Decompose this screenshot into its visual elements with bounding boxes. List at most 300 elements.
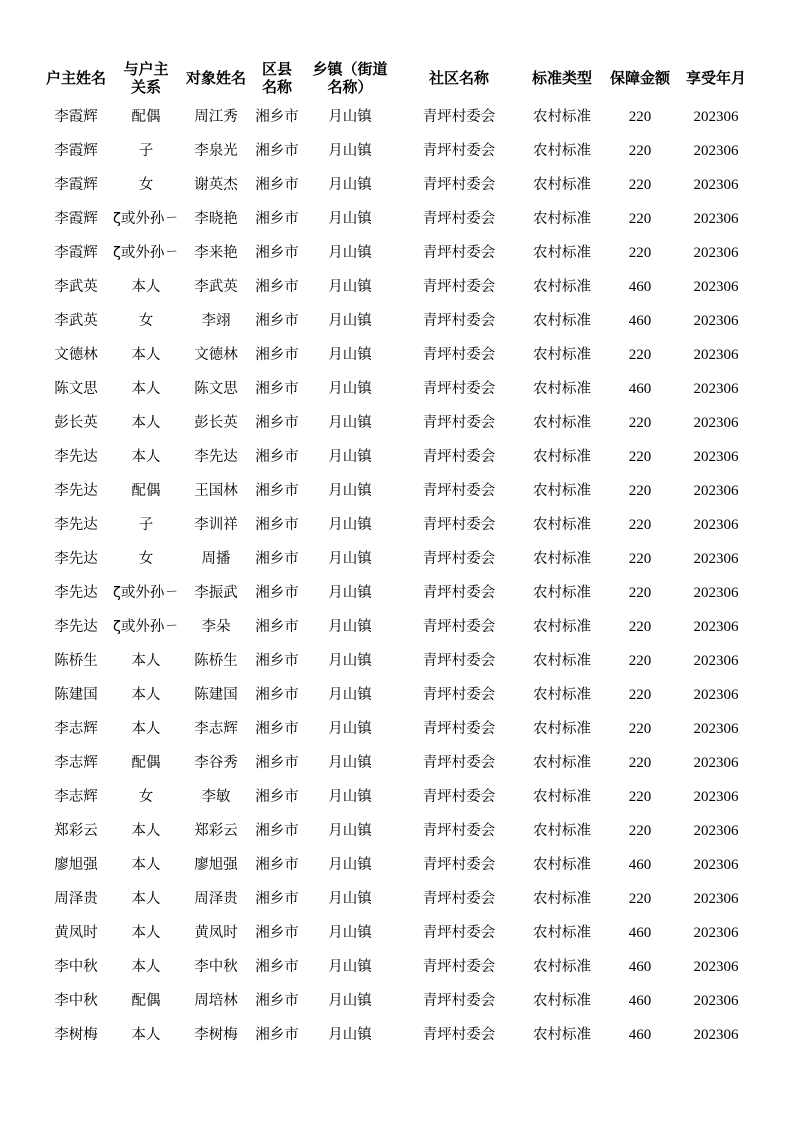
cell-standard-type: 农村标准 <box>533 925 591 941</box>
cell-standard-type: 农村标准 <box>533 415 591 431</box>
cell-household-name: 李志辉 <box>54 721 98 737</box>
cell-amount: 220 <box>628 143 652 159</box>
cell-town: 月山镇 <box>328 551 372 567</box>
cell-relation: 子 <box>138 143 154 159</box>
cell-county: 湘乡市 <box>255 1027 299 1043</box>
cell-period: 202306 <box>693 415 739 431</box>
cell-subject-name: 周播 <box>201 551 231 567</box>
table-row <box>0 168 793 202</box>
cell-town: 月山镇 <box>328 891 372 907</box>
cell-amount: 460 <box>628 313 652 329</box>
cell-relation: 子 <box>138 517 154 533</box>
cell-period: 202306 <box>693 483 739 499</box>
cell-period: 202306 <box>693 925 739 941</box>
cell-standard-type: 农村标准 <box>533 483 591 499</box>
cell-relation: 本人 <box>131 959 161 975</box>
cell-period: 202306 <box>693 551 739 567</box>
cell-period: 202306 <box>693 449 739 465</box>
table-row <box>0 814 793 848</box>
cell-relation: 本人 <box>131 347 161 363</box>
cell-community: 青坪村委会 <box>422 891 496 907</box>
cell-community: 青坪村委会 <box>422 109 496 125</box>
cell-town: 月山镇 <box>328 449 372 465</box>
cell-town: 月山镇 <box>328 755 372 771</box>
cell-subject-name: 陈文思 <box>194 381 238 397</box>
cell-standard-type: 农村标准 <box>533 891 591 907</box>
cell-county: 湘乡市 <box>255 211 299 227</box>
header-period-text: 享受年月 <box>685 69 746 87</box>
table-row <box>0 576 793 610</box>
cell-period: 202306 <box>693 993 739 1009</box>
cell-town: 月山镇 <box>328 381 372 397</box>
cell-county: 湘乡市 <box>255 483 299 499</box>
cell-community: 青坪村委会 <box>422 687 496 703</box>
cell-household-name: 李中秋 <box>54 993 98 1009</box>
cell-subject-name: 廖旭强 <box>194 857 238 873</box>
table-row <box>0 950 793 984</box>
table-row <box>0 372 793 406</box>
cell-county: 湘乡市 <box>255 109 299 125</box>
cell-period: 202306 <box>693 245 739 261</box>
cell-town: 月山镇 <box>328 517 372 533</box>
cell-amount: 220 <box>628 449 652 465</box>
cell-subject-name: 李树梅 <box>194 1027 238 1043</box>
cell-town: 月山镇 <box>328 347 372 363</box>
cell-period: 202306 <box>693 755 739 771</box>
cell-subject-name: 陈建国 <box>194 687 238 703</box>
cell-relation: 本人 <box>131 925 161 941</box>
cell-town: 月山镇 <box>328 619 372 635</box>
table-row <box>0 780 793 814</box>
cell-household-name: 李树梅 <box>54 1027 98 1043</box>
cell-amount: 220 <box>628 585 652 601</box>
cell-relation: 本人 <box>131 415 161 431</box>
cell-period: 202306 <box>693 279 739 295</box>
cell-relation: 本人 <box>131 653 161 669</box>
cell-standard-type: 农村标准 <box>533 1027 591 1043</box>
cell-amount: 220 <box>628 551 652 567</box>
cell-subject-name: 黄凤时 <box>194 925 238 941</box>
cell-standard-type: 农村标准 <box>533 313 591 329</box>
cell-county: 湘乡市 <box>255 755 299 771</box>
cell-standard-type: 农村标准 <box>533 143 591 159</box>
cell-relation: 本人 <box>131 279 161 295</box>
cell-standard-type: 农村标准 <box>533 857 591 873</box>
cell-relation: 女 <box>138 177 154 193</box>
table-row <box>0 508 793 542</box>
cell-amount: 220 <box>628 653 652 669</box>
cell-household-name: 李先达 <box>54 585 98 601</box>
cell-standard-type: 农村标准 <box>533 993 591 1009</box>
cell-amount: 220 <box>628 517 652 533</box>
cell-subject-name: 李敏 <box>201 789 231 805</box>
cell-county: 湘乡市 <box>255 347 299 363</box>
table-row <box>0 542 793 576</box>
cell-relation: 本人 <box>131 381 161 397</box>
cell-amount: 460 <box>628 857 652 873</box>
table-row <box>0 644 793 678</box>
cell-household-name: 黄凤时 <box>54 925 98 941</box>
cell-standard-type: 农村标准 <box>533 619 591 635</box>
cell-standard-type: 农村标准 <box>533 109 591 125</box>
cell-household-name: 李先达 <box>54 551 98 567</box>
cell-community: 青坪村委会 <box>422 415 496 431</box>
cell-community: 青坪村委会 <box>422 313 496 329</box>
cell-household-name: 陈建国 <box>54 687 98 703</box>
table-row <box>0 848 793 882</box>
cell-amount: 220 <box>628 245 652 261</box>
cell-standard-type: 农村标准 <box>533 959 591 975</box>
cell-community: 青坪村委会 <box>422 279 496 295</box>
cell-town: 月山镇 <box>328 1027 372 1043</box>
cell-relation: 本人 <box>131 891 161 907</box>
cell-relation: 本人 <box>131 823 161 839</box>
cell-household-name: 文德林 <box>54 347 98 363</box>
cell-subject-name: 郑彩云 <box>194 823 238 839</box>
table-row <box>0 134 793 168</box>
header-relation-line1: 与户主 <box>123 60 169 78</box>
cell-standard-type: 农村标准 <box>533 823 591 839</box>
cell-relation: 本人 <box>131 1027 161 1043</box>
cell-standard-type: 农村标准 <box>533 721 591 737</box>
cell-household-name: 李霞辉 <box>54 245 98 261</box>
header-county-line2: 名称 <box>261 78 292 96</box>
cell-standard-type: 农村标准 <box>533 347 591 363</box>
cell-household-name: 周泽贵 <box>54 891 98 907</box>
cell-standard-type: 农村标准 <box>533 585 591 601</box>
cell-relation: 本人 <box>131 449 161 465</box>
cell-amount: 460 <box>628 1027 652 1043</box>
cell-household-name: 李武英 <box>54 313 98 329</box>
cell-county: 湘乡市 <box>255 653 299 669</box>
cell-period: 202306 <box>693 1027 739 1043</box>
cell-period: 202306 <box>693 517 739 533</box>
table-body <box>0 100 793 1052</box>
cell-subject-name: 周泽贵 <box>194 891 238 907</box>
cell-subject-name: 谢英杰 <box>194 177 238 193</box>
cell-county: 湘乡市 <box>255 143 299 159</box>
cell-standard-type: 农村标准 <box>533 279 591 295</box>
cell-community: 青坪村委会 <box>422 653 496 669</box>
cell-relation: 本人 <box>131 857 161 873</box>
cell-relation: 女 <box>138 313 154 329</box>
cell-period: 202306 <box>693 891 739 907</box>
header-period <box>676 58 756 98</box>
table-row <box>0 440 793 474</box>
cell-county: 湘乡市 <box>255 891 299 907</box>
cell-period: 202306 <box>693 789 739 805</box>
cell-period: 202306 <box>693 347 739 363</box>
cell-community: 青坪村委会 <box>422 823 496 839</box>
cell-period: 202306 <box>693 653 739 669</box>
cell-county: 湘乡市 <box>255 823 299 839</box>
cell-period: 202306 <box>693 823 739 839</box>
cell-county: 湘乡市 <box>255 993 299 1009</box>
cell-amount: 460 <box>628 381 652 397</box>
cell-period: 202306 <box>693 721 739 737</box>
header-community <box>398 58 520 98</box>
cell-community: 青坪村委会 <box>422 177 496 193</box>
cell-period: 202306 <box>693 585 739 601</box>
cell-community: 青坪村委会 <box>422 449 496 465</box>
cell-standard-type: 农村标准 <box>533 245 591 261</box>
cell-subject-name: 彭长英 <box>194 415 238 431</box>
cell-county: 湘乡市 <box>255 687 299 703</box>
cell-standard-type: 农村标准 <box>533 653 591 669</box>
cell-county: 湘乡市 <box>255 415 299 431</box>
header-county-line1: 区县 <box>261 60 292 78</box>
cell-town: 月山镇 <box>328 313 372 329</box>
cell-household-name: 李志辉 <box>54 789 98 805</box>
cell-county: 湘乡市 <box>255 279 299 295</box>
cell-household-name: 李先达 <box>54 619 98 635</box>
cell-town: 月山镇 <box>328 279 372 295</box>
cell-amount: 460 <box>628 959 652 975</box>
table-row <box>0 916 793 950</box>
cell-town: 月山镇 <box>328 687 372 703</box>
header-town-line1: 乡镇（街道 <box>312 60 388 78</box>
cell-household-name: 李先达 <box>54 483 98 499</box>
cell-subject-name: 李泉光 <box>194 143 238 159</box>
cell-amount: 220 <box>628 619 652 635</box>
cell-community: 青坪村委会 <box>422 245 496 261</box>
cell-subject-name: 李中秋 <box>194 959 238 975</box>
cell-amount: 220 <box>628 347 652 363</box>
cell-amount: 220 <box>628 211 652 227</box>
cell-amount: 220 <box>628 721 652 737</box>
table-row <box>0 474 793 508</box>
cell-subject-name: 李朵 <box>201 619 231 635</box>
cell-household-name: 郑彩云 <box>54 823 98 839</box>
cell-town: 月山镇 <box>328 959 372 975</box>
cell-subject-name: 李训祥 <box>194 517 238 533</box>
cell-period: 202306 <box>693 687 739 703</box>
cell-subject-name: 李谷秀 <box>194 755 238 771</box>
header-household-name-text: 户主姓名 <box>45 69 106 87</box>
cell-subject-name: 李来艳 <box>194 245 238 261</box>
table-row <box>0 100 793 134</box>
cell-community: 青坪村委会 <box>422 1027 496 1043</box>
cell-community: 青坪村委会 <box>422 211 496 227</box>
cell-community: 青坪村委会 <box>422 857 496 873</box>
header-town <box>302 58 398 98</box>
header-amount <box>604 58 676 98</box>
cell-standard-type: 农村标准 <box>533 211 591 227</box>
cell-subject-name: 李志辉 <box>194 721 238 737</box>
cell-subject-name: 李翊 <box>201 313 231 329</box>
cell-community: 青坪村委会 <box>422 483 496 499</box>
cell-community: 青坪村委会 <box>422 925 496 941</box>
cell-relation: ζ或外孙ㄧ <box>113 619 179 635</box>
cell-county: 湘乡市 <box>255 619 299 635</box>
header-relation <box>112 58 180 98</box>
cell-town: 月山镇 <box>328 177 372 193</box>
cell-town: 月山镇 <box>328 925 372 941</box>
cell-county: 湘乡市 <box>255 925 299 941</box>
cell-amount: 460 <box>628 279 652 295</box>
cell-amount: 460 <box>628 925 652 941</box>
header-subject-name <box>180 58 252 98</box>
cell-county: 湘乡市 <box>255 721 299 737</box>
cell-household-name: 李武英 <box>54 279 98 295</box>
cell-county: 湘乡市 <box>255 245 299 261</box>
table-row <box>0 338 793 372</box>
cell-subject-name: 周江秀 <box>194 109 238 125</box>
cell-amount: 220 <box>628 823 652 839</box>
cell-amount: 220 <box>628 891 652 907</box>
cell-town: 月山镇 <box>328 653 372 669</box>
cell-amount: 220 <box>628 415 652 431</box>
cell-standard-type: 农村标准 <box>533 177 591 193</box>
header-standard-type <box>520 58 604 98</box>
cell-county: 湘乡市 <box>255 857 299 873</box>
table-row <box>0 236 793 270</box>
cell-town: 月山镇 <box>328 857 372 873</box>
table-row <box>0 984 793 1018</box>
cell-household-name: 李先达 <box>54 449 98 465</box>
cell-town: 月山镇 <box>328 721 372 737</box>
cell-county: 湘乡市 <box>255 177 299 193</box>
cell-relation: 配偶 <box>131 109 161 125</box>
cell-amount: 460 <box>628 993 652 1009</box>
cell-period: 202306 <box>693 177 739 193</box>
cell-household-name: 陈桥生 <box>54 653 98 669</box>
cell-community: 青坪村委会 <box>422 381 496 397</box>
cell-relation: 本人 <box>131 721 161 737</box>
cell-community: 青坪村委会 <box>422 993 496 1009</box>
cell-household-name: 彭长英 <box>54 415 98 431</box>
cell-county: 湘乡市 <box>255 959 299 975</box>
cell-town: 月山镇 <box>328 143 372 159</box>
cell-town: 月山镇 <box>328 109 372 125</box>
cell-community: 青坪村委会 <box>422 755 496 771</box>
cell-household-name: 李志辉 <box>54 755 98 771</box>
cell-town: 月山镇 <box>328 483 372 499</box>
cell-relation: 女 <box>138 789 154 805</box>
cell-amount: 220 <box>628 177 652 193</box>
cell-amount: 220 <box>628 483 652 499</box>
header-community-text: 社区名称 <box>428 69 489 87</box>
table-row <box>0 610 793 644</box>
cell-county: 湘乡市 <box>255 551 299 567</box>
cell-standard-type: 农村标准 <box>533 381 591 397</box>
cell-period: 202306 <box>693 959 739 975</box>
cell-household-name: 廖旭强 <box>54 857 98 873</box>
cell-community: 青坪村委会 <box>422 959 496 975</box>
table-row <box>0 678 793 712</box>
cell-relation: ζ或外孙ㄧ <box>113 585 179 601</box>
cell-amount: 220 <box>628 789 652 805</box>
cell-relation: 配偶 <box>131 993 161 1009</box>
cell-standard-type: 农村标准 <box>533 789 591 805</box>
cell-amount: 220 <box>628 755 652 771</box>
cell-community: 青坪村委会 <box>422 585 496 601</box>
cell-period: 202306 <box>693 381 739 397</box>
cell-community: 青坪村委会 <box>422 789 496 805</box>
header-county <box>252 58 302 98</box>
cell-town: 月山镇 <box>328 789 372 805</box>
cell-standard-type: 农村标准 <box>533 687 591 703</box>
cell-amount: 220 <box>628 109 652 125</box>
cell-household-name: 李先达 <box>54 517 98 533</box>
cell-community: 青坪村委会 <box>422 517 496 533</box>
cell-town: 月山镇 <box>328 415 372 431</box>
cell-community: 青坪村委会 <box>422 619 496 635</box>
cell-subject-name: 王国林 <box>194 483 238 499</box>
header-amount-text: 保障金额 <box>609 69 670 87</box>
cell-town: 月山镇 <box>328 585 372 601</box>
table-row <box>0 406 793 440</box>
cell-household-name: 陈文思 <box>54 381 98 397</box>
cell-community: 青坪村委会 <box>422 347 496 363</box>
cell-period: 202306 <box>693 619 739 635</box>
cell-town: 月山镇 <box>328 993 372 1009</box>
cell-county: 湘乡市 <box>255 517 299 533</box>
cell-household-name: 李霞辉 <box>54 177 98 193</box>
cell-period: 202306 <box>693 143 739 159</box>
cell-period: 202306 <box>693 211 739 227</box>
header-town-line2: 名称） <box>327 78 373 96</box>
table-row <box>0 882 793 916</box>
cell-community: 青坪村委会 <box>422 551 496 567</box>
cell-subject-name: 陈桥生 <box>194 653 238 669</box>
cell-subject-name: 周培林 <box>194 993 238 1009</box>
cell-county: 湘乡市 <box>255 381 299 397</box>
cell-relation: 女 <box>138 551 154 567</box>
cell-subject-name: 李武英 <box>194 279 238 295</box>
header-household-name <box>40 58 112 98</box>
table-row <box>0 1018 793 1052</box>
cell-period: 202306 <box>693 313 739 329</box>
cell-standard-type: 农村标准 <box>533 449 591 465</box>
cell-subject-name: 文德林 <box>194 347 238 363</box>
cell-household-name: 李霞辉 <box>54 211 98 227</box>
table-row <box>0 712 793 746</box>
cell-town: 月山镇 <box>328 245 372 261</box>
cell-county: 湘乡市 <box>255 789 299 805</box>
cell-period: 202306 <box>693 109 739 125</box>
cell-period: 202306 <box>693 857 739 873</box>
table-row <box>0 270 793 304</box>
table-row <box>0 202 793 236</box>
header-subject-name-text: 对象姓名 <box>185 69 246 87</box>
table-row <box>0 304 793 338</box>
cell-household-name: 李中秋 <box>54 959 98 975</box>
cell-community: 青坪村委会 <box>422 721 496 737</box>
cell-relation: 配偶 <box>131 483 161 499</box>
cell-standard-type: 农村标准 <box>533 517 591 533</box>
cell-county: 湘乡市 <box>255 449 299 465</box>
cell-subject-name: 李先达 <box>194 449 238 465</box>
cell-county: 湘乡市 <box>255 585 299 601</box>
cell-relation: 本人 <box>131 687 161 703</box>
cell-relation: ζ或外孙ㄧ <box>113 211 179 227</box>
cell-standard-type: 农村标准 <box>533 551 591 567</box>
cell-amount: 220 <box>628 687 652 703</box>
cell-subject-name: 李振武 <box>194 585 238 601</box>
cell-town: 月山镇 <box>328 823 372 839</box>
cell-household-name: 李霞辉 <box>54 143 98 159</box>
cell-standard-type: 农村标准 <box>533 755 591 771</box>
cell-community: 青坪村委会 <box>422 143 496 159</box>
cell-town: 月山镇 <box>328 211 372 227</box>
cell-county: 湘乡市 <box>255 313 299 329</box>
cell-household-name: 李霞辉 <box>54 109 98 125</box>
header-relation-line2: 关系 <box>130 78 161 96</box>
cell-subject-name: 李晓艳 <box>194 211 238 227</box>
cell-relation: 配偶 <box>131 755 161 771</box>
table-row <box>0 746 793 780</box>
